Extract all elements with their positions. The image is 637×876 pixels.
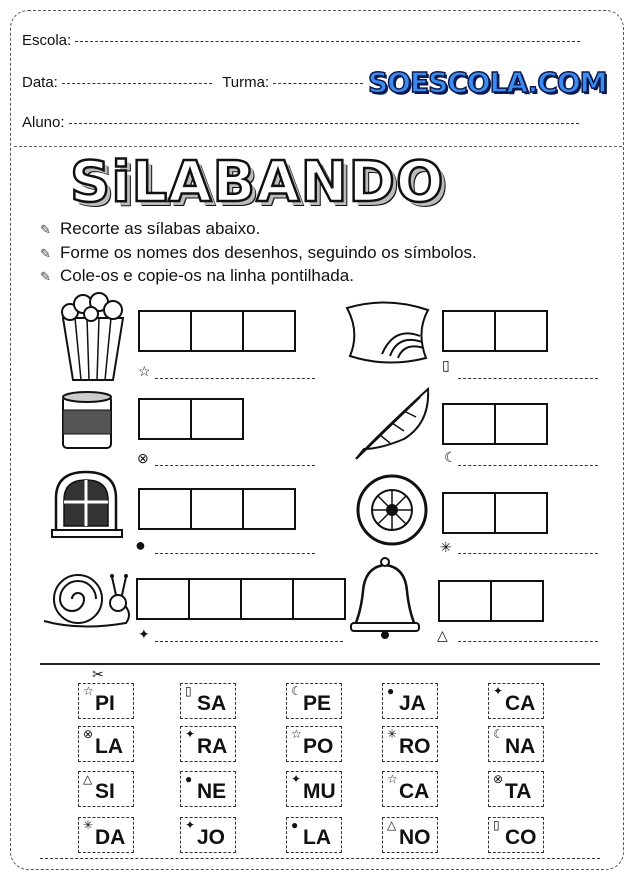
answer-boxes-bell[interactable] [440,580,544,622]
crossed-circle-symbol: ⊗ [137,450,149,466]
tile-syllable: PE [303,692,332,715]
tile-syllable: PI [95,692,115,715]
tile-syllable: NO [399,826,431,849]
aluno-line[interactable] [69,122,579,124]
answer-boxes-feather[interactable] [444,403,548,445]
pencil-icon: ✎ [40,222,51,237]
tile-symbol: ● [387,684,395,698]
syllable-tile[interactable] [382,683,438,719]
tile-syllable: JO [197,826,226,849]
data-label: Data: [22,74,58,91]
triangle-symbol: △ [437,627,448,643]
tile-syllable: LA [303,826,331,849]
can-icon [55,388,120,453]
tile-syllable: PO [303,735,334,758]
answer-boxes-window[interactable] [140,488,296,530]
popcorn-icon [55,288,130,383]
cut-line [40,663,600,665]
syllable-tile[interactable] [286,817,342,853]
syllable-tile[interactable] [78,771,134,807]
tile-syllable: CA [505,692,536,715]
tile-symbol: ☆ [291,727,302,741]
tile-symbol: ☾ [493,727,504,741]
tile-symbol: ✳ [83,818,94,832]
tile-syllable: NE [197,780,227,803]
syllable-tile[interactable] [488,817,544,853]
window-icon [50,468,125,540]
tile-symbol: △ [83,772,93,786]
tile-syllable: NA [505,735,536,758]
tile-symbol: ● [291,818,299,832]
tile-syllable: LA [95,735,123,758]
answer-boxes-wheel[interactable] [444,492,548,534]
tile-symbol: ⊗ [493,772,504,786]
write-line[interactable] [155,552,315,554]
pencil-icon: ✎ [40,269,51,284]
turma-line[interactable] [273,82,363,84]
instruction-2: ✎ Forme os nomes dos desenhos, seguindo os símbolos. [40,243,477,262]
tile-symbol: ✦ [493,684,504,698]
pencil-icon: ✎ [40,246,51,261]
tile-symbol: ▯ [493,818,500,832]
instruction-1: ✎ Recorte as sílabas abaixo. [40,219,261,238]
scissors-icon: ✂ [92,666,104,682]
answer-boxes-snail[interactable] [138,578,346,620]
escola-line[interactable] [75,40,580,42]
write-line[interactable] [458,377,598,379]
syllable-tile[interactable] [488,726,544,762]
aluno-label: Aluno: [22,114,65,131]
pillow-icon [342,296,432,366]
bell-icon [345,555,425,640]
asterisk-symbol: ✳ [440,539,452,555]
tile-symbol: ☆ [387,772,398,786]
syllable-tile[interactable] [78,726,134,762]
tile-symbol: ✦ [185,818,196,832]
aluno-row [22,114,579,131]
tile-syllable: SA [197,692,227,715]
tile-symbol: ● [185,772,193,786]
data-row [22,74,363,91]
dot-symbol: ● [135,535,146,555]
tile-syllable: JA [399,692,426,715]
tile-symbol: ☆ [83,684,94,698]
tile-symbol: △ [387,818,397,832]
tile-symbol: ✦ [185,727,196,741]
turma-label: Turma: [222,74,270,91]
syllable-tile[interactable] [286,683,342,719]
answer-boxes-popcorn[interactable] [140,310,296,352]
brand-logo: SOESCOLA.COM [368,66,607,99]
bottom-dashed-line [40,858,600,859]
tile-syllable: MU [303,780,336,803]
syllable-tile[interactable] [488,683,544,719]
feather-icon [350,383,435,463]
syllable-tile[interactable] [78,817,134,853]
data-line[interactable] [62,82,212,84]
escola-row [22,32,580,49]
syllable-tile[interactable] [180,817,236,853]
syllable-tile[interactable] [180,726,236,762]
write-line[interactable] [458,464,598,466]
header-separator [14,146,622,147]
syllable-tile[interactable] [180,771,236,807]
syllable-tile[interactable] [488,771,544,807]
rectangle-symbol: ▯ [442,357,450,373]
syllable-tile[interactable] [180,683,236,719]
syllable-tile[interactable] [382,726,438,762]
tile-symbol: ☾ [291,684,302,698]
write-line[interactable] [458,640,598,642]
write-line[interactable] [155,464,315,466]
page-title: SiLABANDO [70,150,445,215]
answer-boxes-can[interactable] [140,398,244,440]
syllable-tile[interactable] [286,726,342,762]
syllable-tile[interactable] [382,771,438,807]
escola-label: Escola: [22,32,72,49]
tile-syllable: TA [505,780,532,803]
tile-symbol: ⊗ [83,727,94,741]
tile-syllable: SI [95,780,115,803]
instruction-3: ✎ Cole-os e copie-os na linha pontilhada. [40,266,354,285]
four-point-star-symbol: ✦ [138,626,150,642]
tile-syllable: RO [399,735,431,758]
tile-syllable: CA [399,780,430,803]
syllable-tile[interactable] [382,817,438,853]
tile-syllable: DA [95,826,126,849]
tile-syllable: CO [505,826,537,849]
star-symbol: ☆ [138,363,151,379]
syllable-tile[interactable] [286,771,342,807]
tile-syllable: RA [197,735,228,758]
tile-symbol: ▯ [185,684,192,698]
write-line[interactable] [155,377,315,379]
snail-icon [40,565,135,635]
moon-symbol: ☾ [444,449,457,465]
tile-symbol: ✳ [387,727,398,741]
tile-symbol: ✦ [291,772,302,786]
answer-boxes-pillow[interactable] [444,310,548,352]
wheel-icon [352,470,432,550]
write-line[interactable] [155,640,343,642]
syllable-tile[interactable] [78,683,134,719]
write-line[interactable] [458,552,598,554]
